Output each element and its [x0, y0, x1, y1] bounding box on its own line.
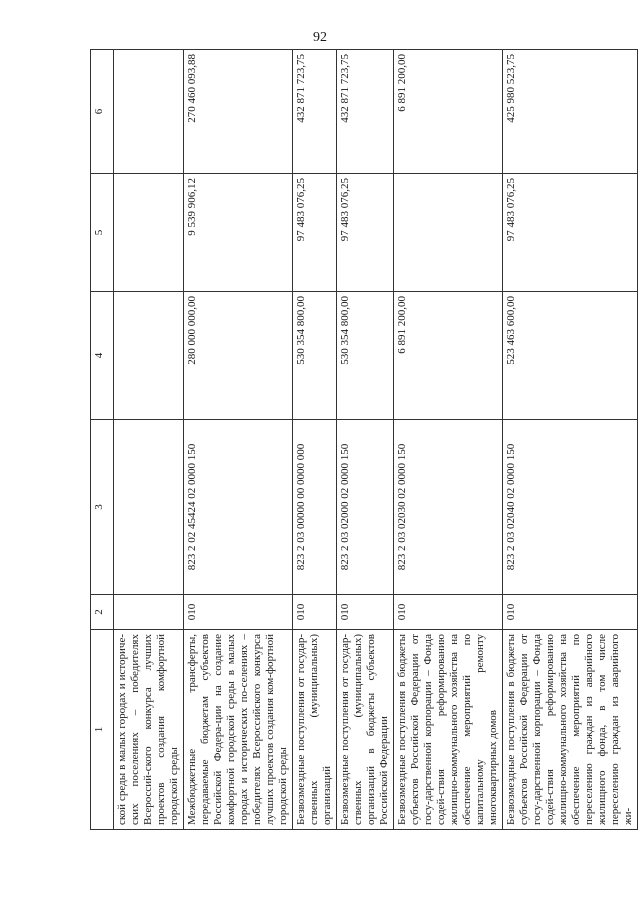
- row-col6: 6 891 200,00: [394, 50, 503, 174]
- header-cell: 5: [91, 174, 114, 292]
- row-col5: 9 539 906,12: [184, 174, 293, 292]
- table-row: [293, 50, 337, 830]
- row-name: Безвозмездные поступления от государ-ственных (муниципальных) организаций в бюджеты субъектов Российской Федерации: [337, 630, 394, 830]
- row-budget-code: 823 2 03 00000 00 0000 000: [293, 420, 337, 595]
- row-col4: [114, 292, 184, 420]
- row-name: Межбюджетные трансферты, передаваемые бюджетам субъектов Российской Федера-ции на создание комфортной городской среды в малых городах и исторических по-селениях – победителях Всероссийского конкурса лучших проектов создания ком-фортной городской среды: [184, 630, 293, 830]
- row-budget-code: [114, 420, 184, 595]
- row-name: Безвозмездные поступления от государ-ственных (муниципальных) организаций: [293, 630, 337, 830]
- table-row: [394, 50, 503, 830]
- budget-table: [90, 49, 638, 830]
- row-col6: [114, 50, 184, 174]
- row-col6: 432 871 723,75: [293, 50, 337, 174]
- row-admin-code: 010: [394, 595, 503, 630]
- page-number: 92: [313, 30, 327, 45]
- row-col4: 280 000 000,00: [184, 292, 293, 420]
- row-admin-code: 010: [184, 595, 293, 630]
- row-col4: 530 354 800,00: [337, 292, 394, 420]
- table-row: [503, 50, 638, 830]
- header-cell: 2: [91, 595, 114, 630]
- row-col4: 523 463 600,00: [503, 292, 638, 420]
- row-col6: 432 871 723,75: [337, 50, 394, 174]
- table-row: [337, 50, 394, 830]
- row-budget-code: 823 2 03 02030 02 0000 150: [394, 420, 503, 595]
- row-col5: [394, 174, 503, 292]
- row-col4: 6 891 200,00: [394, 292, 503, 420]
- row-admin-code: [114, 595, 184, 630]
- row-col6: 270 460 093,88: [184, 50, 293, 174]
- row-col5: [114, 174, 184, 292]
- row-col5: 97 483 076,25: [293, 174, 337, 292]
- row-admin-code: 010: [293, 595, 337, 630]
- row-budget-code: 823 2 03 02000 02 0000 150: [337, 420, 394, 595]
- row-col5: 97 483 076,25: [503, 174, 638, 292]
- row-budget-code: 823 2 03 02040 02 0000 150: [503, 420, 638, 595]
- row-col4: 530 354 800,00: [293, 292, 337, 420]
- row-name: ской среды в малых городах и историче-ских поселениях – победителях Всероссий-ского конкурса лучших проектов создания комфортной городской среды: [114, 630, 184, 830]
- row-col5: 97 483 076,25: [337, 174, 394, 292]
- budget-table-container: [90, 50, 634, 830]
- row-admin-code: 010: [337, 595, 394, 630]
- row-name: Безвозмездные поступления в бюджеты субъектов Российской Федерации от госу-дарственной корпорации – Фонда содей-ствия реформированию жилищно-коммунального хозяйства на обеспечение мероприятий по переселению граждан из аварийного жилищного фонда, в том числе переселению граждан из аварийного жи-: [503, 630, 638, 830]
- row-admin-code: 010: [503, 595, 638, 630]
- header-cell: 6: [91, 50, 114, 174]
- header-row: [91, 50, 114, 830]
- header-cell: 3: [91, 420, 114, 595]
- table-row: [114, 50, 184, 830]
- table-row: [184, 50, 293, 830]
- header-cell: 4: [91, 292, 114, 420]
- header-cell: 1: [91, 630, 114, 830]
- row-col6: 425 980 523,75: [503, 50, 638, 174]
- row-budget-code: 823 2 02 45424 02 0000 150: [184, 420, 293, 595]
- row-name: Безвозмездные поступления в бюджеты субъектов Российской Федерации от госу-дарственной корпорации – Фонда содей-ствия реформированию жилищно-коммунального хозяйства на обеспечение мероприятий по капитальному ремонту многоквартирных домов: [394, 630, 503, 830]
